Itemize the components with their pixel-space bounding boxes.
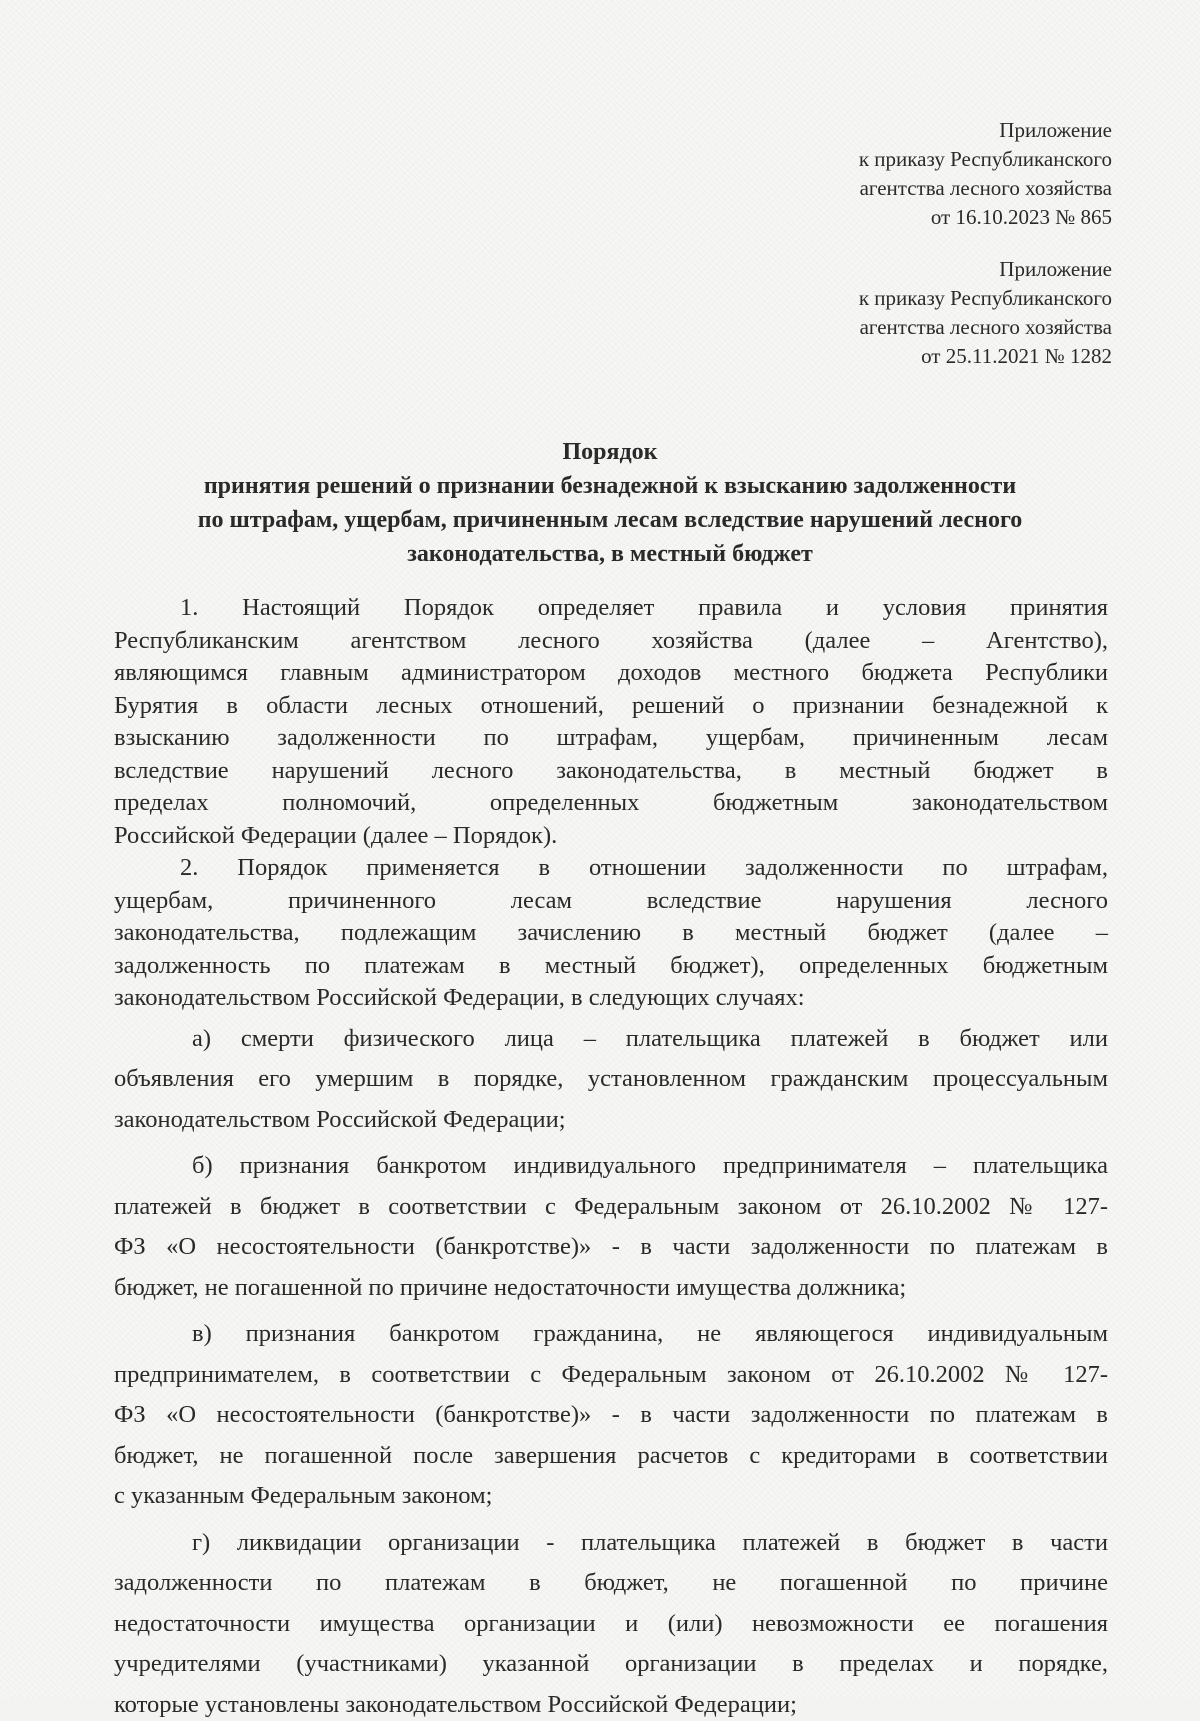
text-line: задолженность по платежам в местный бюджет), определенных бюджетным (114, 950, 1108, 983)
subparagraph-a (114, 1023, 1108, 1137)
text-line: законодательства, подлежащим зачислению в местный бюджет (далее – (114, 917, 1108, 950)
title-line: принятия решений о признании безнадежной к взысканию задолженности (110, 469, 1110, 503)
appendix-order-ref: к приказу Республиканского (859, 284, 1112, 313)
paragraph-1 (114, 592, 1108, 852)
appendix-order-ref: к приказу Республиканского (859, 145, 1112, 174)
text-line: которые установлены законодательством Российской Федерации; (114, 1689, 1108, 1721)
text-line: г) ликвидации организации - плательщика платежей в бюджет в части (114, 1527, 1108, 1560)
text-line: Бурятия в области лесных отношений, решений о признании безнадежной к (114, 690, 1108, 723)
appendix-agency: агентства лесного хозяйства (859, 313, 1112, 342)
text-line: ФЗ «О несостоятельности (банкротстве)» - в части задолженности по платежам в (114, 1399, 1108, 1432)
paragraph-2 (114, 852, 1108, 1015)
appendix-header-previous (859, 255, 1112, 371)
appendix-header-current (859, 116, 1112, 232)
title-line: законодательства, в местный бюджет (110, 537, 1110, 571)
appendix-date-number: от 25.11.2021 № 1282 (859, 342, 1112, 371)
text-line: являющимся главным администратором доходов местного бюджета Республики (114, 657, 1108, 690)
title-line: Порядок (110, 435, 1110, 469)
text-line: бюджет, не погашенной по причине недостаточности имущества должника; (114, 1272, 1108, 1305)
text-line: пределах полномочий, определенных бюджетным законодательством (114, 787, 1108, 820)
text-line: ущербам, причиненного лесам вследствие нарушения лесного (114, 885, 1108, 918)
text-line: законодательством Российской Федерации; (114, 1104, 1108, 1137)
text-line: предпринимателем, в соответствии с Федеральным законом от 26.10.2002 № 127- (114, 1359, 1108, 1392)
text-line: 1. Настоящий Порядок определяет правила и условия принятия (114, 592, 1108, 625)
text-line: взысканию задолженности по штрафам, ущербам, причиненным лесам (114, 722, 1108, 755)
text-line: объявления его умершим в порядке, установленном гражданским процессуальным (114, 1063, 1108, 1096)
text-line: Республиканским агентством лесного хозяйства (далее – Агентство), (114, 625, 1108, 658)
text-line: бюджет, не погашенной после завершения расчетов с кредиторами в соответствии (114, 1440, 1108, 1473)
text-line: учредителями (участниками) указанной организации в пределах и порядке, (114, 1648, 1108, 1681)
appendix-label: Приложение (859, 255, 1112, 284)
text-line: задолженности по платежам в бюджет, не погашенной по причине (114, 1567, 1108, 1600)
text-line: платежей в бюджет в соответствии с Федеральным законом от 26.10.2002 № 127- (114, 1191, 1108, 1224)
appendix-label: Приложение (859, 116, 1112, 145)
text-line: законодательством Российской Федерации, в следующих случаях: (114, 982, 1108, 1015)
text-line: с указанным Федеральным законом; (114, 1480, 1108, 1513)
text-line: Российской Федерации (далее – Порядок). (114, 820, 1108, 853)
text-line: вследствие нарушений лесного законодательства, в местный бюджет в (114, 755, 1108, 788)
appendix-agency: агентства лесного хозяйства (859, 174, 1112, 203)
document-title (110, 435, 1110, 571)
text-line: недостаточности имущества организации и (или) невозможности ее погашения (114, 1608, 1108, 1641)
text-line: в) признания банкротом гражданина, не являющегося индивидуальным (114, 1318, 1108, 1351)
text-line: а) смерти физического лица – плательщика платежей в бюджет или (114, 1023, 1108, 1056)
text-line: ФЗ «О несостоятельности (банкротстве)» - в части задолженности по платежам в (114, 1231, 1108, 1264)
text-line: 2. Порядок применяется в отношении задолженности по штрафам, (114, 852, 1108, 885)
title-line: по штрафам, ущербам, причиненным лесам вследствие нарушений лесного (110, 503, 1110, 537)
subparagraph-v (114, 1318, 1108, 1513)
subparagraph-b (114, 1150, 1108, 1304)
subparagraph-g (114, 1527, 1108, 1721)
text-line: б) признания банкротом индивидуального предпринимателя – плательщика (114, 1150, 1108, 1183)
appendix-date-number: от 16.10.2023 № 865 (859, 203, 1112, 232)
document-body (114, 592, 1108, 1721)
